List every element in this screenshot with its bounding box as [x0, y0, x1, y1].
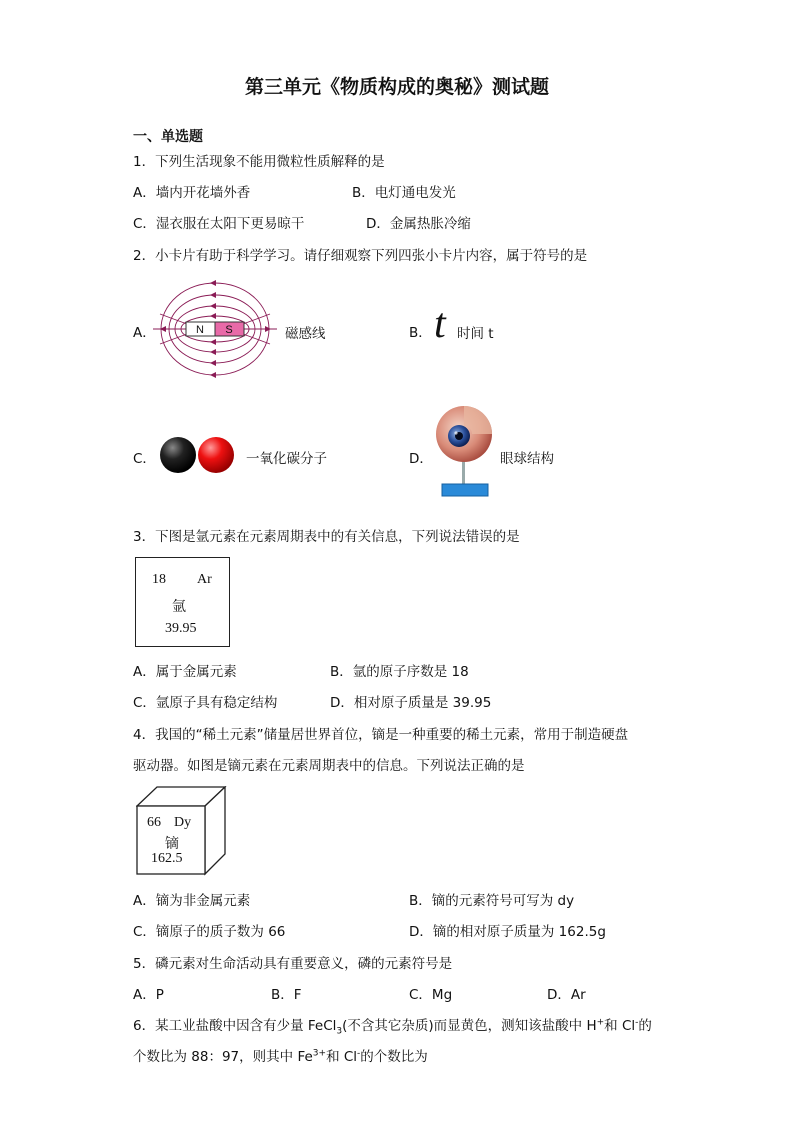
q2-option-a-label[interactable]: A． [133, 325, 156, 341]
time-symbol: t [434, 301, 446, 347]
question-4-stem-line1: 4．我国的“稀土元素”储量居世界首位，镝是一种重要的稀土元素，常用于制造硬盘 [133, 727, 629, 743]
argon-symbol: Ar [197, 572, 212, 587]
q2-option-b-label[interactable]: B． [409, 325, 432, 341]
question-5-stem: 5．磷元素对生命活动具有重要意义，磷的元素符号是 [133, 956, 453, 972]
q6-line2-part-a: 个数比为 88：97，则其中 Fe [133, 1049, 313, 1065]
q2-option-b-text: 时间 t [457, 326, 494, 342]
q6-superscript-minus: - [635, 1017, 639, 1028]
dysprosium-symbol: Dy [174, 815, 192, 830]
magnet-south-label: S [225, 324, 233, 336]
question-2-stem: 2．小卡片有助于科学学习。请仔细观察下列四张小卡片内容，属于符号的是 [133, 248, 588, 264]
q6-superscript-3plus: 3+ [312, 1048, 327, 1059]
q1-option-d[interactable]: D．金属热胀冷缩 [366, 216, 471, 232]
q4-option-d[interactable]: D．镝的相对原子质量为 162.5g [409, 924, 606, 940]
q6-superscript-minus-2: - [357, 1048, 361, 1059]
q4-option-a[interactable]: A．镝为非金属元素 [133, 893, 251, 909]
q2-option-c-text: 一氧化碳分子 [246, 451, 327, 467]
q3-option-d[interactable]: D．相对原子质量是 39.95 [330, 695, 492, 711]
dysprosium-atomic-number: 66 [147, 815, 161, 830]
dysprosium-atomic-mass: 162.5 [151, 851, 183, 866]
q6-line1-part-d: 的 [638, 1018, 652, 1034]
dysprosium-name: 镝 [165, 836, 179, 852]
argon-atomic-mass: 39.95 [165, 621, 197, 636]
eyeball-model-image [432, 402, 496, 502]
q6-line1-part-a: 6．某工业盐酸中因含有少量 FeCl [133, 1018, 337, 1034]
question-6-stem-line2 [133, 1045, 428, 1065]
q1-option-c[interactable]: C．湿衣服在太阳下更易晾干 [133, 216, 305, 232]
q2-option-c-label[interactable]: C． [133, 451, 156, 467]
section-heading: 一、单选题 [133, 129, 203, 145]
carbon-monoxide-molecule [158, 435, 238, 475]
question-4-stem-line2: 驱动器。如图是镝元素在元素周期表中的信息。下列说法正确的是 [133, 758, 525, 774]
page-title: 第三单元《物质构成的奥秘》测试题 [244, 76, 549, 98]
question-6-stem-line1 [133, 1014, 652, 1037]
q5-option-c[interactable]: C．Mg [409, 987, 453, 1003]
q5-option-a[interactable]: A．P [133, 987, 164, 1003]
q1-option-a[interactable]: A．墙内开花墙外香 [133, 185, 251, 201]
q4-option-b[interactable]: B．镝的元素符号可写为 dy [409, 893, 575, 909]
question-1-stem: 1．下列生活现象不能用微粒性质解释的是 [133, 154, 385, 170]
q3-option-a[interactable]: A．属于金属元素 [133, 664, 237, 680]
question-3-stem: 3．下图是氩元素在元素周期表中的有关信息，下列说法错误的是 [133, 529, 520, 545]
q6-line1-part-b: (不含其它杂质)而显黄色，测知该盐酸中 H [342, 1018, 597, 1034]
q6-line2-part-b: 和 Cl [326, 1049, 358, 1065]
argon-element-card [135, 557, 230, 647]
q3-option-c[interactable]: C．氩原子具有稳定结构 [133, 695, 278, 711]
q6-line1-part-c: 和 Cl [604, 1018, 636, 1034]
q2-option-d-text: 眼球结构 [500, 451, 554, 467]
argon-atomic-number: 18 [152, 572, 166, 587]
q1-option-b[interactable]: B．电灯通电发光 [352, 185, 456, 201]
q6-subscript-3: 3 [336, 1026, 343, 1037]
q5-option-b[interactable]: B．F [271, 987, 302, 1003]
q6-line2-part-c: 的个数比为 [360, 1049, 428, 1065]
q6-superscript-plus: + [596, 1017, 605, 1028]
magnet-field-diagram [150, 278, 280, 380]
q4-option-c[interactable]: C．镝原子的质子数为 66 [133, 924, 286, 940]
q2-option-a-text: 磁感线 [285, 326, 326, 342]
q5-option-d[interactable]: D．Ar [547, 987, 586, 1003]
q3-option-b[interactable]: B．氩的原子序数是 18 [330, 664, 469, 680]
magnet-north-label: N [196, 324, 204, 336]
q2-option-d-label[interactable]: D． [409, 451, 433, 467]
argon-name: 氩 [172, 599, 186, 615]
